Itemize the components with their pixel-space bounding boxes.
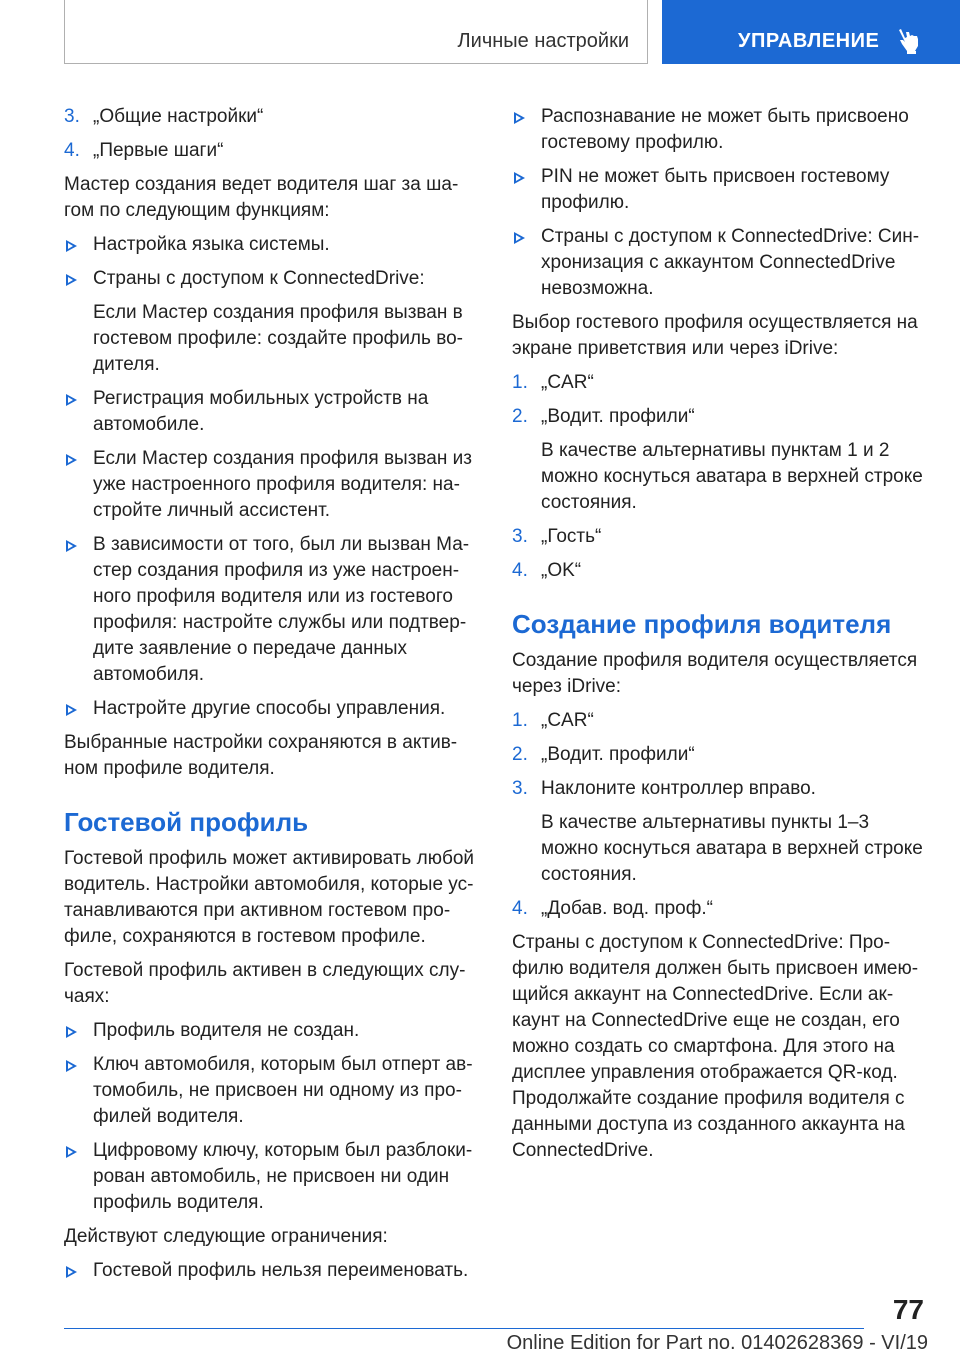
bullet-item: Ключ автомобиля, которым был отперт автомобиль, не присвоен ни одному из профилей водителя. — [64, 1052, 478, 1130]
page-number: 77 — [892, 1294, 924, 1325]
triangle-bullet-icon — [66, 454, 77, 466]
bullet-item: Настройте другие способы управления. — [64, 696, 478, 722]
numbered-step: 3. „Гость“ — [512, 524, 926, 550]
step-number: 3. — [512, 526, 528, 547]
bullet-item: Страны с доступом к ConnectedDrive: Синхронизация с аккаунтом ConnectedDrive невозможна. — [512, 224, 926, 302]
header-section-label: УПРАВЛЕНИЕ — [738, 30, 880, 52]
guest-paragraph-2: Гостевой профиль активен в следующих случаях: — [64, 960, 466, 1007]
guest-profile-heading: Гостевой профиль — [64, 807, 309, 837]
limits-intro: Действуют следующие ограничения: — [64, 1226, 388, 1247]
triangle-bullet-icon — [66, 1060, 77, 1072]
triangle-bullet-icon — [66, 274, 77, 286]
left-column — [64, 104, 478, 1292]
step-number: 3. — [512, 778, 528, 799]
triangle-bullet-icon — [514, 112, 525, 124]
create-profile-heading: Создание профиля водителя — [512, 609, 892, 639]
numbered-step: 2. „Водит. профили“ — [512, 404, 926, 430]
triangle-bullet-icon — [66, 540, 77, 552]
header-left-panel — [64, 0, 648, 64]
step-number: 3. — [64, 106, 80, 127]
step-subtext: В качестве альтернативы пункты 1–3 можно коснуться аватара в верхней строке состояния. — [541, 812, 923, 885]
numbered-step: 2. „Водит. профили“ — [512, 742, 926, 768]
pointing-hand-icon — [896, 26, 922, 54]
step-subtext: В качестве альтернативы пунктам 1 и 2 можно коснуться аватара в верхней строке состояния. — [541, 440, 923, 513]
guest-paragraph-1: Гостевой профиль может активировать любой водитель. Настройки автомобиля, которые устанавливаются при активном гостевом профиле, сохраняются в гостевом профиле. — [64, 848, 475, 947]
step-number: 4. — [64, 140, 80, 161]
select-guest-intro: Выбор гостевого профиля осуществляется на экране приветствия или через iDrive: — [512, 312, 918, 359]
step-number: 1. — [512, 710, 528, 731]
triangle-bullet-icon — [66, 1026, 77, 1038]
wizard-intro: Мастер создания ведет водителя шаг за шагом по следующим функциям: — [64, 174, 459, 221]
step-number: 2. — [512, 406, 528, 427]
triangle-bullet-icon — [66, 1146, 77, 1158]
bullet-item: Если Мастер создания профиля вызван из уже настроенного профиля водителя: настройте личный ассистент. — [64, 446, 478, 524]
create-intro: Создание профиля водителя осуществляется через iDrive: — [512, 650, 918, 697]
step-number: 4. — [512, 560, 528, 581]
create-note: Страны с доступом к ConnectedDrive: Профилю водителя должен быть присвоен имеющийся аккаунт на ConnectedDrive. Если аккаунт на ConnectedDrive еще не создан, его можно создать со смартфона. Для этого на дисплее управления отображается QR-код. Продолжайте создание профиля водителя с данными доступа из созданного аккаунта на ConnectedDrive. — [512, 932, 919, 1161]
triangle-bullet-icon — [66, 1266, 77, 1278]
bullet-item: Профиль водителя не создан. — [64, 1018, 478, 1044]
step-text: „Общие настройки“ — [93, 106, 264, 127]
bullet-item: Гостевой профиль нельзя переименовать. — [64, 1258, 478, 1284]
numbered-step: 3. Наклоните контроллер вправо. — [512, 776, 926, 802]
footer-edition: Online Edition for Part no. 01402628369 - VI/19 — [506, 1332, 928, 1354]
bullet-item: Регистрация мобильных устройств на автомобиле. — [64, 386, 478, 438]
step-number: 4. — [512, 898, 528, 919]
bullet-item: Цифровому ключу, которым был разблокирован автомобиль, не присвоен ни один профиль водителя. — [64, 1138, 478, 1216]
triangle-bullet-icon — [66, 240, 77, 252]
header-title: Личные настройки — [457, 30, 629, 52]
bullet-item: Настройка языка системы. — [64, 232, 478, 258]
bullet-item: Распознавание не может быть присвоено гостевому профилю. — [512, 104, 926, 156]
triangle-bullet-icon — [514, 172, 525, 184]
numbered-step: 1. „CAR“ — [512, 708, 926, 734]
bullet-item: PIN не может быть присвоен гостевому профилю. — [512, 164, 926, 216]
bullet-subtext: Если Мастер создания профиля вызван в гостевом профиле: создайте профиль водителя. — [93, 302, 463, 375]
step-number: 1. — [512, 372, 528, 393]
step-number: 2. — [512, 744, 528, 765]
right-column — [512, 104, 926, 1172]
bullet-item: Страны с доступом к ConnectedDrive: — [64, 266, 478, 292]
numbered-step: 1. „CAR“ — [512, 370, 926, 396]
triangle-bullet-icon — [66, 394, 77, 406]
numbered-step: 4. „Добав. вод. проф.“ — [512, 896, 926, 922]
numbered-step — [64, 104, 478, 130]
header-section-panel — [662, 0, 960, 64]
numbered-step — [64, 138, 478, 164]
saved-note: Выбранные настройки сохраняются в активном профиле водителя. — [64, 732, 458, 779]
bullet-item: В зависимости от того, был ли вызван Мастер создания профиля из уже настроенного профиля водителя или из гостевого профиля: настройте службы или подтвердите заявление о передаче данных автомобиля. — [64, 532, 478, 688]
step-text: „Первые шаги“ — [93, 140, 224, 161]
numbered-step: 4. „OK“ — [512, 558, 926, 584]
triangle-bullet-icon — [66, 704, 77, 716]
triangle-bullet-icon — [514, 232, 525, 244]
footer-divider — [64, 1328, 864, 1329]
